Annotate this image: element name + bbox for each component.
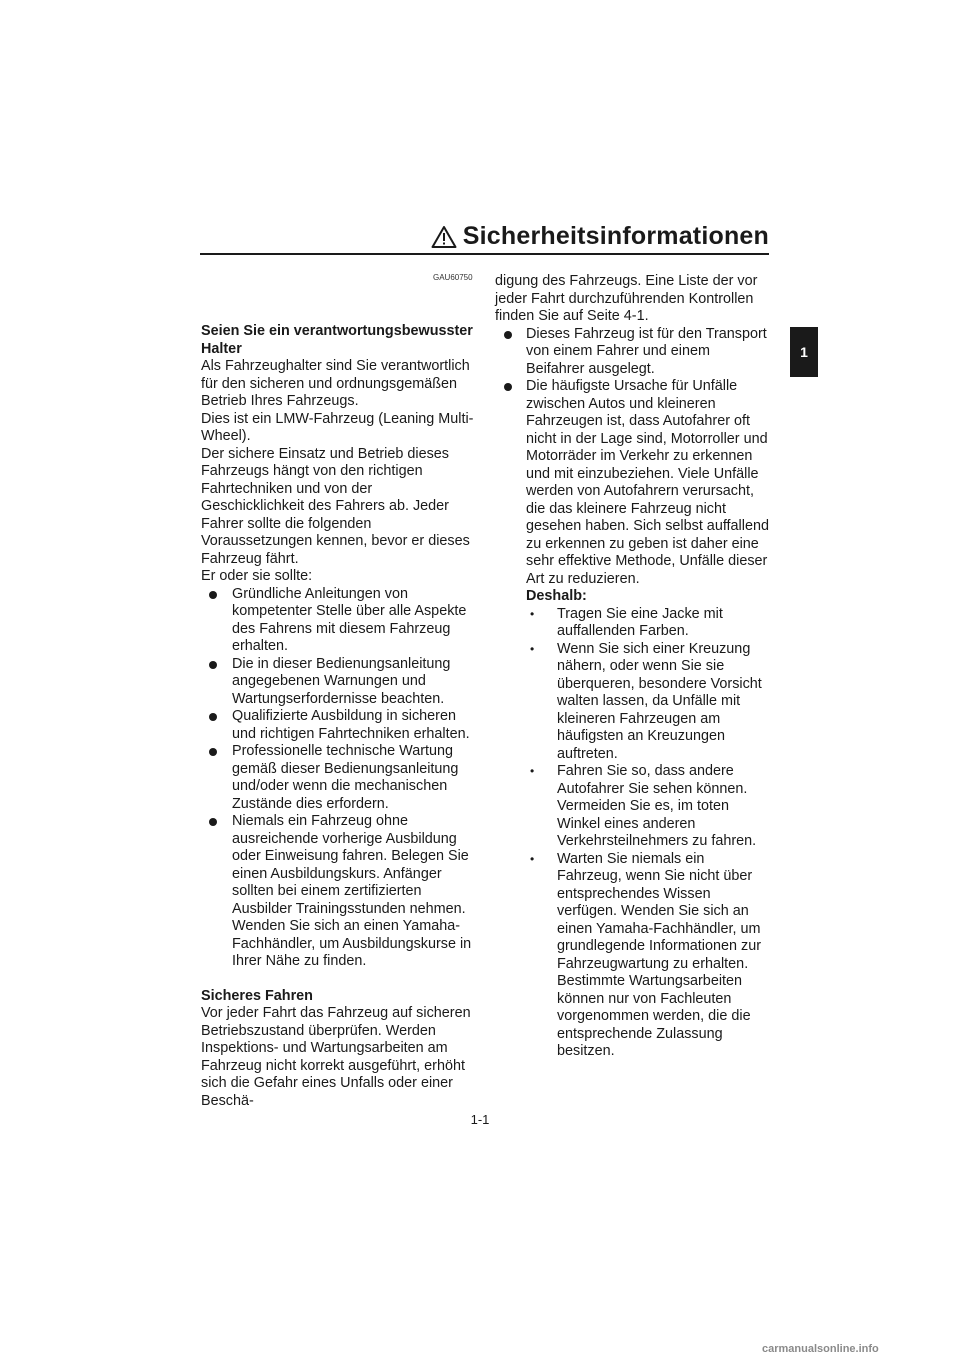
rider-requirements-list: [201, 586, 476, 971]
list-item: [201, 813, 476, 971]
list-item: • Fahren Sie so, dass andere Autofahrer Sie sehen können. Vermeiden Sie es, im toten Winkel eines anderen Verkehrsteilnehmers zu fahren.: [526, 763, 772, 851]
paragraph-rider-should: Er oder sie sollte:: [201, 568, 313, 584]
list-item-text: Die häufigste Ursache für Unfälle zwischen Autos und kleineren Fahrzeugen ist, dass Autofahrer oft nicht in der Lage sind, Motorroller und Motorräder im Verkehr zu erkennen und mit einzubeziehen. Viele Unfälle werden von Autofahrern verursacht, die das kleinere Fahrzeug nicht gesehen haben. Sich selbst auffallend zu erkennen zu geben ist daher eine sehr effektive Methode, Unfälle dieser Art zu reduzieren.: [526, 378, 769, 587]
watermark: carmanualsonline.info: [762, 1343, 879, 1355]
header-divider: [200, 253, 769, 255]
list-item: [201, 656, 476, 709]
list-item-text: Professionelle technische Wartung gemäß dieser Bedienungsanleitung und/oder wenn die mechanischen Zustände dies erfordern.: [232, 743, 459, 812]
list-item: • Tragen Sie eine Jacke mit auffallenden Farben.: [526, 606, 772, 641]
bullet-icon: [504, 331, 512, 339]
bullet-icon: [209, 713, 217, 721]
list-item-text: Dieses Fahrzeug ist für den Transport von einem Fahrer und einem Beifahrer ausgelegt.: [526, 325, 767, 377]
warning-triangle-icon: [431, 225, 457, 249]
chapter-tab: [790, 327, 818, 377]
bullet-icon: [209, 591, 217, 599]
paragraph-pre-ride-check: Vor jeder Fahrt das Fahrzeug auf sicheren Betriebszustand überprüfen. Werden Inspektions- und Wartungsarbeiten am Fahrzeug nicht korrekt ausgeführt, erhöht sich die Gefahr eines Unfalls oder einer Beschä-: [201, 1005, 471, 1109]
list-item-text: Niemals ein Fahrzeug ohne ausreichende vorherige Ausbildung oder Einweisung fahren. Belegen Sie einen Ausbildungskurs. Anfänger sollten bei einem zertifizierten Ausbilder Trainingsstunden nehmen. Wenden Sie sich an einen Yamaha-Fachhändler, um Ausbildungskurse in Ihrer Nähe zu finden.: [232, 813, 472, 969]
list-item-text: Qualifizierte Ausbildung in sicheren und richtigen Fahrtechniken erhalten.: [232, 708, 470, 742]
section-heading-responsible-owner: Seien Sie ein verantwortungsbewusster Halter: [201, 323, 473, 357]
page-number: 1-1: [470, 1112, 490, 1127]
list-item: [201, 743, 476, 813]
list-item: • Wenn Sie sich einer Kreuzung nähern, oder wenn Sie sie überqueren, besondere Vorsicht walten lassen, da Unfälle mit kleineren Fahrzeugen am häufigsten an Kreuzungen auftreten.: [526, 641, 772, 764]
visibility-tips-list: [526, 606, 772, 1061]
page-title: Sicherheitsinformationen: [462, 222, 769, 250]
bullet-icon: [209, 818, 217, 826]
deshalb-heading: Deshalb:: [526, 588, 587, 604]
left-column: [201, 323, 476, 1110]
list-item: [495, 378, 772, 1061]
list-item-text: Gründliche Anleitungen von kompetenter Stelle über alle Aspekte des Fahrens mit diesem Fahrzeug erhalten.: [232, 585, 467, 654]
bullet-icon: [504, 383, 512, 391]
bullet-icon: [209, 661, 217, 669]
list-item: [201, 708, 476, 743]
list-item: [495, 326, 772, 379]
bullet-icon: [209, 748, 217, 756]
section-heading-safe-riding: Sicheres Fahren: [201, 987, 313, 1004]
safety-notes-list: [495, 326, 772, 1061]
chapter-number: 1: [800, 344, 808, 360]
list-item-text: Die in dieser Bedienungsanleitung angegebenen Warnungen und Wartungserfordernisse beachten.: [232, 655, 451, 707]
spacer: [201, 971, 476, 988]
paragraph-owner-responsibility: Als Fahrzeughalter sind Sie verantwortlich für den sicheren und ordnungsgemäßen Betrieb Ihres Fahrzeugs.: [201, 358, 470, 409]
list-item: [201, 586, 476, 656]
paragraph-continuation: digung des Fahrzeugs. Eine Liste der vor jeder Fahrt durchzuführenden Kontrollen finden Sie auf Seite 4-1.: [495, 273, 758, 324]
list-item: • Warten Sie niemals ein Fahrzeug, wenn Sie nicht über entsprechendes Wissen verfügen. Wenden Sie sich an einen Yamaha-Fachhändler, um grundlegende Informationen zur Fahrzeugwartung zu erhalten. Bestimmte Wartungsarbeiten können nur von Fachleuten vorgenommen werden, die die entsprechende Zulassung besitzen.: [526, 851, 772, 1061]
page-header: [200, 222, 769, 251]
doc-code: GAU60750: [433, 273, 473, 282]
right-column: [495, 273, 772, 1061]
paragraph-safe-operation: Der sichere Einsatz und Betrieb dieses Fahrzeugs hängt von den richtigen Fahrtechniken und von der Geschicklichkeit des Fahrers ab. Jeder Fahrer sollte die folgenden Voraussetzungen kennen, bevor er dieses Fahrzeug fährt.: [201, 445, 470, 567]
paragraph-lmw-vehicle: Dies ist ein LMW-Fahrzeug (Leaning Multi-Wheel).: [201, 410, 474, 444]
